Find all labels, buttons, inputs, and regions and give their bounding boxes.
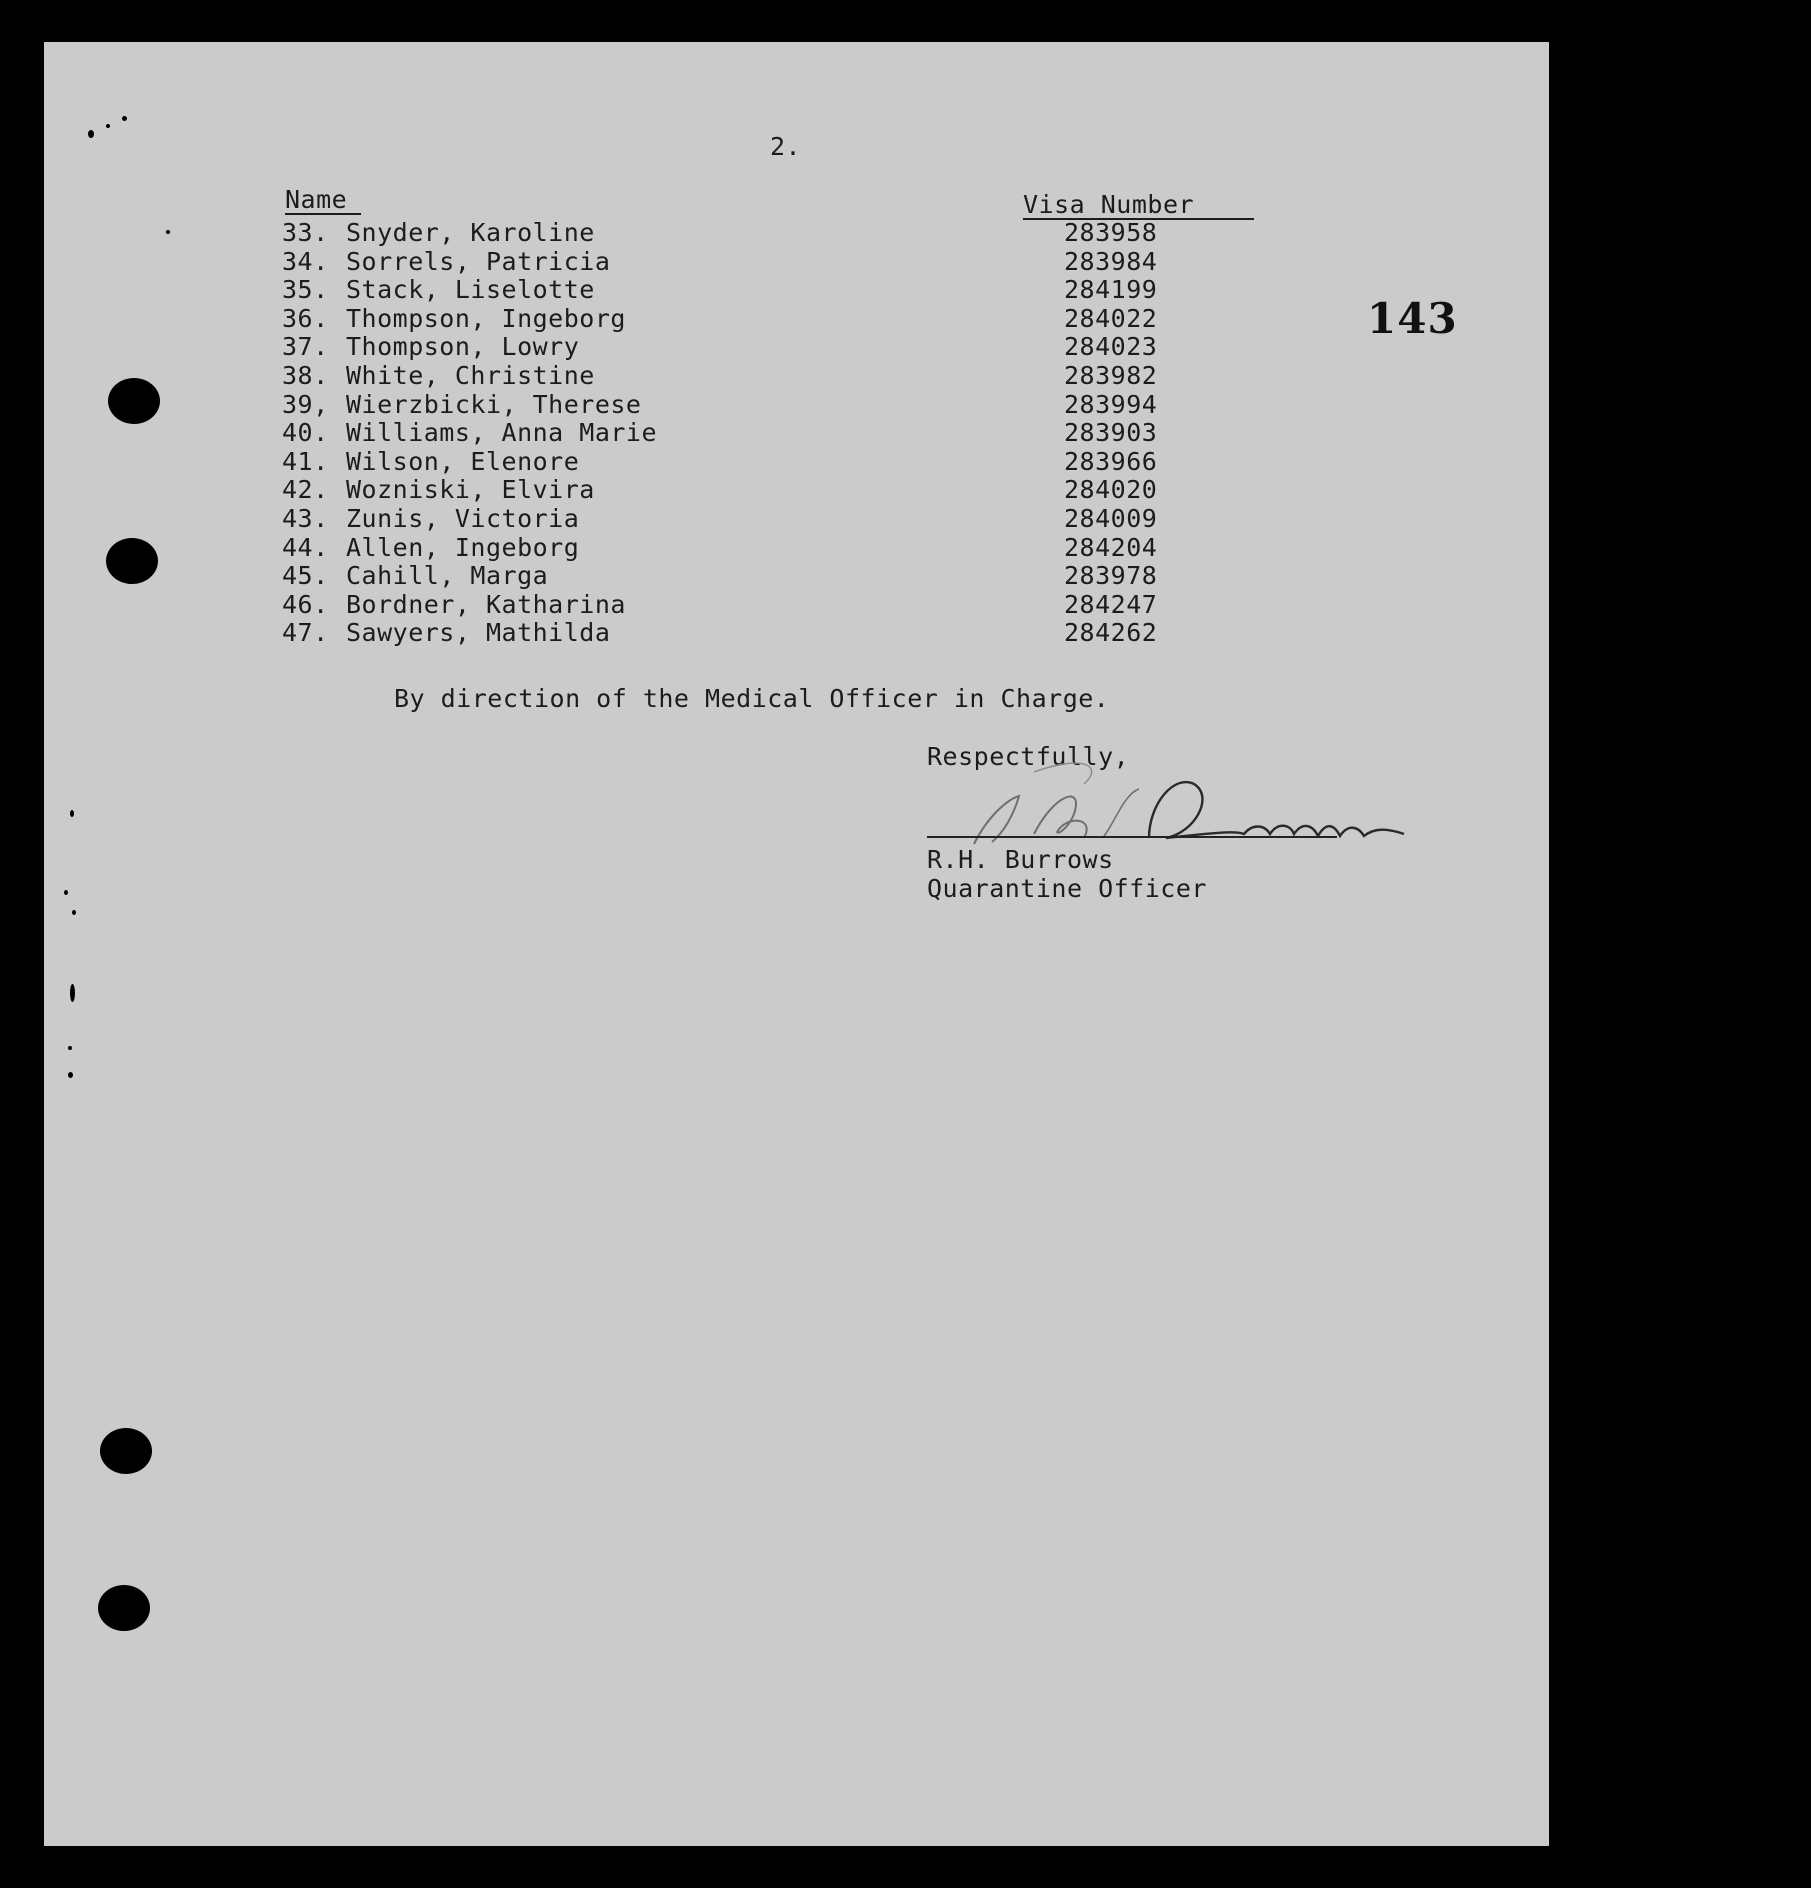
signer-name: R.H. Burrows bbox=[927, 845, 1114, 874]
entry-visa-number: 283966 bbox=[1064, 446, 1158, 476]
entry-visa-number: 283958 bbox=[1064, 218, 1158, 247]
punch-hole bbox=[106, 538, 158, 584]
paper-speck bbox=[64, 890, 68, 895]
entry-number: 33. bbox=[282, 218, 329, 247]
entry-visa-number: 283982 bbox=[1064, 360, 1158, 390]
entry-name: White, Christine bbox=[346, 360, 595, 390]
list-item bbox=[282, 218, 1182, 247]
entry-number: 35. bbox=[282, 275, 329, 305]
list-item bbox=[282, 304, 1182, 333]
entry-number: 42. bbox=[282, 475, 329, 505]
paper-speck bbox=[122, 116, 127, 121]
list-item bbox=[282, 247, 1182, 276]
paper-speck bbox=[68, 1046, 72, 1050]
signature-line bbox=[927, 836, 1337, 838]
entry-name: Thompson, Ingeborg bbox=[346, 303, 626, 333]
entry-visa-number: 283984 bbox=[1064, 246, 1158, 276]
entry-name: Williams, Anna Marie bbox=[346, 418, 658, 448]
entry-number: 40. bbox=[282, 418, 329, 448]
entry-number: 45. bbox=[282, 561, 329, 591]
paper-speck bbox=[88, 130, 94, 138]
visa-number-column-header: Visa Number bbox=[1023, 192, 1254, 220]
stamp-number: 143 bbox=[1367, 294, 1458, 343]
list-item bbox=[282, 618, 1182, 647]
punch-hole bbox=[98, 1585, 150, 1631]
entry-number: 39, bbox=[282, 389, 329, 419]
closing-salutation: Respectfully, bbox=[927, 742, 1130, 771]
entry-visa-number: 284262 bbox=[1064, 618, 1158, 648]
entry-name: Stack, Liselotte bbox=[346, 275, 595, 305]
entry-name: Wozniski, Elvira bbox=[346, 475, 595, 505]
list-item bbox=[282, 275, 1182, 304]
entry-visa-number: 284023 bbox=[1064, 332, 1158, 362]
entry-name: Bordner, Katharina bbox=[346, 589, 626, 619]
list-item bbox=[282, 475, 1182, 504]
entry-number: 43. bbox=[282, 503, 329, 533]
entry-visa-number: 284199 bbox=[1064, 275, 1158, 305]
punch-hole bbox=[100, 1428, 152, 1474]
entry-visa-number: 284022 bbox=[1064, 303, 1158, 333]
page-number: 2. bbox=[770, 132, 802, 161]
entry-name: Snyder, Karoline bbox=[346, 218, 595, 247]
entry-name: Sawyers, Mathilda bbox=[346, 618, 611, 648]
entry-list bbox=[282, 218, 1182, 647]
entry-name: Thompson, Lowry bbox=[346, 332, 580, 362]
entry-visa-number: 284020 bbox=[1064, 475, 1158, 505]
entry-name: Wierzbicki, Therese bbox=[346, 389, 642, 419]
paper-speck bbox=[70, 984, 75, 1002]
list-item bbox=[282, 332, 1182, 361]
entry-number: 44. bbox=[282, 532, 329, 562]
entry-visa-number: 283994 bbox=[1064, 389, 1158, 419]
entry-name: Sorrels, Patricia bbox=[346, 246, 611, 276]
entry-number: 37. bbox=[282, 332, 329, 362]
paper-speck bbox=[166, 230, 170, 234]
paper-speck bbox=[72, 910, 76, 915]
entry-number: 36. bbox=[282, 303, 329, 333]
list-item bbox=[282, 533, 1182, 562]
entry-name: Cahill, Marga bbox=[346, 561, 549, 591]
paper-speck bbox=[70, 810, 74, 817]
signer-title: Quarantine Officer bbox=[927, 874, 1207, 903]
entry-visa-number: 283978 bbox=[1064, 561, 1158, 591]
entry-number: 34. bbox=[282, 246, 329, 276]
list-item bbox=[282, 361, 1182, 390]
list-item bbox=[282, 447, 1182, 476]
entry-visa-number: 283903 bbox=[1064, 418, 1158, 448]
list-item bbox=[282, 590, 1182, 619]
punch-hole bbox=[108, 378, 160, 424]
entry-number: 47. bbox=[282, 618, 329, 648]
list-item bbox=[282, 418, 1182, 447]
entry-visa-number: 284009 bbox=[1064, 503, 1158, 533]
entry-number: 46. bbox=[282, 589, 329, 619]
entry-number: 41. bbox=[282, 446, 329, 476]
entry-visa-number: 284247 bbox=[1064, 589, 1158, 619]
direction-statement: By direction of the Medical Officer in Charge. bbox=[394, 684, 1110, 713]
entry-name: Allen, Ingeborg bbox=[346, 532, 580, 562]
list-item bbox=[282, 561, 1182, 590]
document-page bbox=[44, 42, 1549, 1846]
entry-visa-number: 284204 bbox=[1064, 532, 1158, 562]
list-item bbox=[282, 390, 1182, 419]
list-item bbox=[282, 504, 1182, 533]
name-column-header: Name bbox=[285, 187, 361, 215]
entry-name: Wilson, Elenore bbox=[346, 446, 580, 476]
paper-speck bbox=[106, 124, 110, 128]
paper-speck bbox=[68, 1072, 73, 1078]
entry-number: 38. bbox=[282, 360, 329, 390]
entry-name: Zunis, Victoria bbox=[346, 503, 580, 533]
